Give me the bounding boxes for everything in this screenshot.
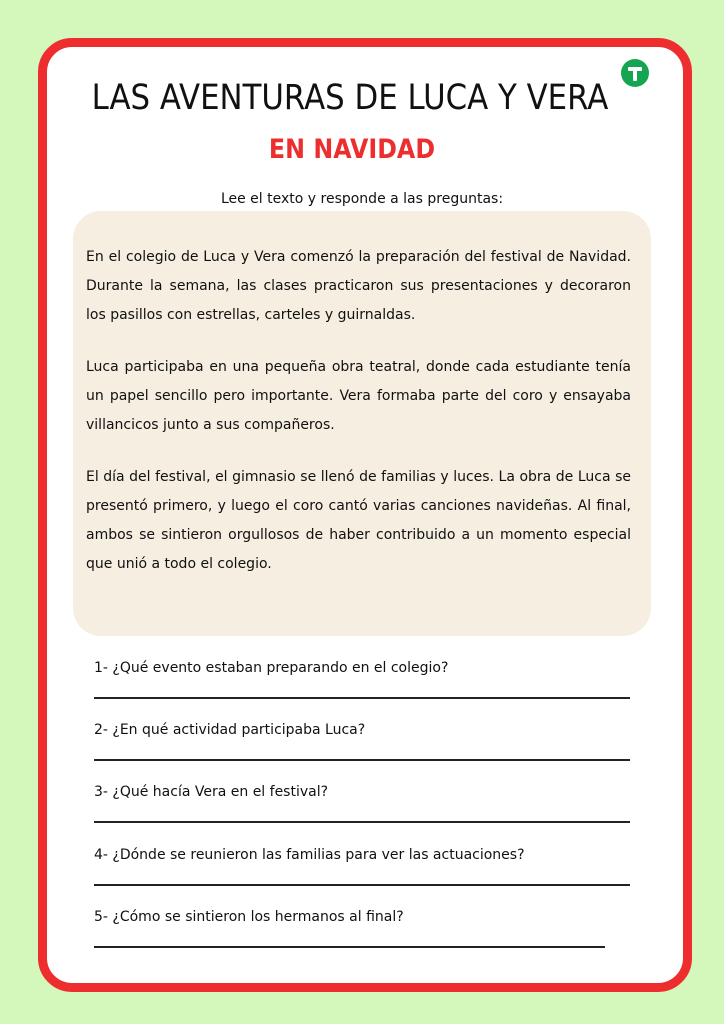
reading-paragraph-2: Luca participaba en una pequeña obra teatral, donde cada estudiante tenía un papel sencillo pero importante. Vera formaba parte del coro y ensayaba villancicos junto a sus compañeros.	[86, 359, 631, 433]
question-text: 2- ¿En qué actividad participaba Luca?	[94, 722, 366, 738]
answer-line[interactable]	[94, 697, 630, 699]
answer-line[interactable]	[94, 821, 630, 823]
answer-line[interactable]	[94, 884, 630, 886]
reading-paragraph-1: En el colegio de Luca y Vera comenzó la preparación del festival de Navidad. Durante la semana, las clases practicaron sus presentaciones y decoraron los pasillos con estrellas, carteles y guirnaldas.	[86, 249, 631, 323]
reading-text-box	[73, 211, 651, 636]
answer-line[interactable]	[94, 759, 630, 761]
question-text: 4- ¿Dónde se reunieron las familias para ver las actuaciones?	[94, 847, 525, 863]
answer-line[interactable]	[94, 946, 605, 948]
page-title: LAS AVENTURAS DE LUCA Y VERA	[91, 78, 609, 118]
reading-paragraph-3: El día del festival, el gimnasio se llenó de familias y luces. La obra de Luca se presentó primero, y luego el coro cantó varias canciones navideñas. Al final, ambos se sintieron orgullosos de haber contribuido a un momento especial que unió a todo el colegio.	[86, 469, 631, 572]
instruction-text: Lee el texto y responde a las preguntas:	[220, 191, 504, 207]
page-subtitle: EN NAVIDAD	[268, 134, 436, 165]
question-text: 3- ¿Qué hacía Vera en el festival?	[94, 784, 329, 800]
question-text: 5- ¿Cómo se sintieron los hermanos al final?	[94, 909, 404, 925]
question-text: 1- ¿Qué evento estaban preparando en el colegio?	[94, 660, 449, 676]
